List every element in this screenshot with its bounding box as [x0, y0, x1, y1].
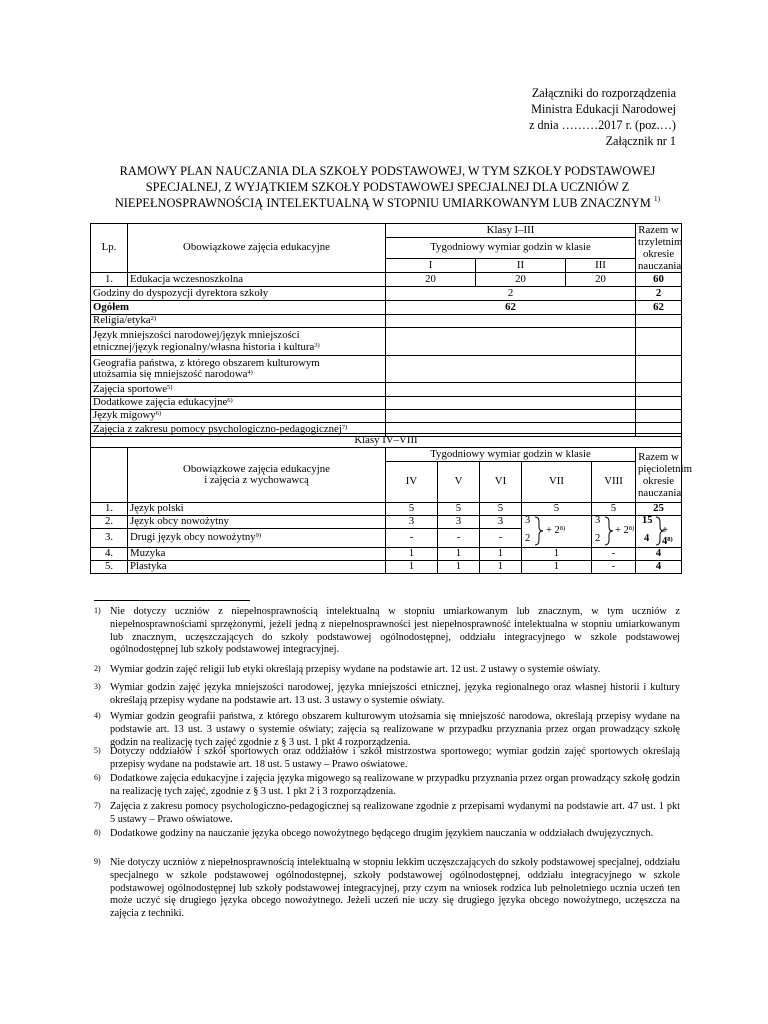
subjects-header-line: i zajęcia z wychowawcą	[204, 474, 309, 486]
title-line: SPECJALNEJ, Z WYJĄTKIEM SZKOŁY PODSTAWOWEJ SPECJALNEJ DLA UCZNIÓW Z	[145, 180, 630, 194]
subject-cell: Język polski	[128, 503, 386, 516]
hours-cell: 20	[386, 273, 476, 287]
table-row	[91, 287, 682, 301]
hours-cell: -	[480, 528, 522, 547]
lp-cell: 4.	[91, 547, 128, 560]
hours-cell: -	[592, 547, 636, 560]
footnote-text: Nie dotyczy uczniów z niepełnosprawnością intelektualną w stopniu umiarkowanym lub znacznym, w tym uczniów z niepełnosprawnościami sprzężonymi, jeżeli jedną z niepełnosprawności jest niepełnosprawność intelektualna w stopniu umiarkowanym lub znacznym, uczęszczających do szkoły podstawowej ogólnodostępnej, oddziału integracyjnego w szkole podstawowej ogólnodostępnej lub szkoły podstawowej integracyjnej.	[110, 606, 680, 656]
table-row	[91, 301, 682, 315]
lp-cell: 2.	[91, 516, 128, 529]
hours-cell: 1	[480, 547, 522, 560]
hours-cell: 5	[592, 503, 636, 516]
subject-cell: Edukacja wczesnoszkolna	[128, 273, 386, 287]
total-header: Razem w trzyletnim okresie nauczania	[636, 224, 682, 273]
brace-icon	[603, 516, 615, 546]
table-row	[91, 328, 682, 356]
total-cell: 4	[636, 547, 682, 560]
empty-cell	[386, 315, 636, 328]
subject-name: Zajęcia z zakresu pomocy psychologiczno-pedagogicznej	[93, 422, 342, 435]
total-header: Razem w pięcioletnim okresie nauczania	[636, 448, 682, 503]
footnote-ref: 4)	[247, 369, 253, 376]
footnote-text: Dotyczy oddziałów i szkół sportowych oraz oddziałów i szkół mistrzostwa sportowego; wymiar godzin zajęć sportowych określają przepisy wydane na podstawie art. 18 ust. 5 ustawy – Prawo oświatowe.	[110, 746, 680, 770]
class-col-header: VIII	[592, 462, 636, 503]
total-value: 15	[642, 515, 653, 526]
header-line: z dnia ………2017 r. (poz.…)	[529, 118, 676, 132]
hours-cell: 5	[438, 503, 480, 516]
empty-cell	[636, 356, 682, 383]
hours-cell: 1	[522, 560, 592, 573]
hours-cell: 1	[438, 547, 480, 560]
hours-value: 3	[595, 515, 601, 526]
table-row	[91, 315, 682, 328]
lp-cell: 3.	[91, 528, 128, 547]
footnote-number: 8)	[94, 828, 101, 837]
empty-cell	[636, 397, 682, 410]
subjects-header: Obowiązkowe zajęcia edukacyjne	[128, 224, 386, 273]
total-cell: 2	[636, 287, 682, 301]
hours-cell: -	[592, 560, 636, 573]
footnote	[94, 801, 680, 827]
document-title	[95, 163, 680, 211]
empty-cell	[386, 356, 636, 383]
footnote	[94, 682, 680, 708]
extra-hours	[546, 525, 565, 536]
header-line: Załącznik nr 1	[605, 134, 676, 148]
empty-cell	[636, 410, 682, 423]
empty-cell	[636, 383, 682, 397]
total-cell: 60	[636, 273, 682, 287]
footnote-text: Wymiar godzin zajęć języka mniejszości narodowej, języka mniejszości etnicznej, języka regionalnego oraz własnej historii i kultury określają przepisy wydane na podstawie art. 13 ust. 3 ustawy o systemie oświaty.	[110, 682, 680, 706]
subject-cell: Godziny do dyspozycji dyrektora szkoły	[91, 287, 386, 301]
table-row	[91, 397, 682, 410]
hours-cell: 3	[438, 516, 480, 529]
class-col-header: I	[386, 258, 476, 272]
footnote-ref: 2)	[150, 315, 156, 323]
table-row	[91, 516, 682, 529]
total-value: 4	[644, 533, 650, 544]
subjects-header-line: Obowiązkowe zajęcia edukacyjne	[183, 462, 330, 475]
footnote-number: 5)	[94, 746, 101, 755]
footnote-text: Zajęcia z zakresu pomocy psychologiczno-pedagogicznej są realizowane zgodnie z przepisami wydanymi na podstawie art. 47 ust. 1 pkt 5 ustawy – Prawo oświatowe.	[110, 801, 680, 825]
classes-4-8-table	[90, 433, 692, 574]
subject-name: Religia/etyka	[93, 314, 151, 327]
hours-value: 2	[595, 533, 601, 544]
lp-cell: 1.	[91, 503, 128, 516]
hours-cell: 3	[386, 516, 438, 529]
class-col-header: V	[438, 462, 480, 503]
lp-cell: 5.	[91, 560, 128, 573]
footnote-separator	[94, 600, 250, 601]
hours-cell-combined	[522, 516, 592, 548]
extra-hours	[615, 525, 634, 536]
footnote-ref: 8)	[559, 525, 566, 532]
footnote-number: 1)	[94, 606, 101, 615]
subject-cell	[91, 410, 386, 423]
hours-cell-combined	[592, 516, 636, 548]
subject-name: Język mniejszości narodowej/język mniejszości etnicznej/język regionalny/własna historia i kultura	[93, 329, 315, 353]
hours-value: 3	[525, 515, 531, 526]
title-line-text: NIEPEŁNOSPRAWNOŚCIĄ INTELEKTUALNĄ W STOPNIU UMIARKOWANYM LUB ZNACZNYM	[114, 196, 651, 210]
class-col-header: VI	[480, 462, 522, 503]
footnote	[94, 606, 680, 657]
hours-cell: 1	[386, 560, 438, 573]
table-row	[91, 356, 682, 383]
hours-cell: 2	[386, 287, 636, 301]
footnote-ref: 9)	[255, 531, 262, 539]
brace-icon	[533, 516, 545, 546]
footnote-number: 7)	[94, 801, 101, 810]
footnote	[94, 664, 680, 677]
footnote	[94, 773, 680, 799]
hours-cell: 20	[476, 273, 566, 287]
total-cell-combined	[636, 516, 682, 548]
footnote-number: 6)	[94, 773, 101, 782]
empty-cell	[386, 397, 636, 410]
extra-hours-value: + 4	[662, 525, 668, 547]
table-row	[91, 273, 682, 287]
footnote-number: 2)	[94, 664, 101, 673]
subject-cell: Plastyka	[128, 560, 386, 573]
hours-value: 2	[525, 533, 531, 544]
table-row	[91, 560, 682, 573]
empty-cell	[636, 315, 682, 328]
total-cell: 62	[636, 301, 682, 315]
footnote-text: Wymiar godzin zajęć religii lub etyki określają przepisy wydane na podstawie art. 12 ust. 2 ustawy o systemie oświaty.	[110, 664, 601, 675]
attachment-header	[529, 85, 676, 149]
footnote-text: Wymiar godzin geografii państwa, z którego obszarem kulturowym utożsamia się mniejszość narodowa, określają przepisy wydane na podstawie art. 13 ust. 3 ustawy o systemie oświaty; zajęcia są realizowane w przypadku przyznania przez organ prowadzący szkołę godzin na realizację tych zajęć zgodnie z § 3 ust. 1 pkt 4 rozporządzenia.	[110, 711, 680, 748]
table-row	[91, 503, 682, 516]
classes-1-3-table	[90, 223, 682, 437]
hours-cell: 20	[566, 273, 636, 287]
footnote	[94, 857, 680, 921]
footnote-number: 4)	[94, 711, 101, 720]
table-row	[91, 383, 682, 397]
table-row	[91, 410, 682, 423]
weekly-header: Tygodniowy wymiar godzin w klasie	[386, 448, 636, 462]
subject-cell: Język obcy nowożytny	[128, 516, 386, 529]
title-line: RAMOWY PLAN NAUCZANIA DLA SZKOŁY PODSTAWOWEJ, W TYM SZKOŁY PODSTAWOWEJ	[119, 164, 656, 178]
header-line: Załączniki do rozporządzenia	[531, 86, 676, 100]
footnote-ref: 5)	[167, 383, 173, 391]
hours-cell: -	[386, 528, 438, 547]
footnote-ref: 6)	[155, 410, 162, 418]
weekly-header: Tygodniowy wymiar godzin w klasie	[386, 238, 636, 258]
subject-cell	[128, 528, 386, 547]
table-row	[91, 547, 682, 560]
subject-name: Język migowy	[93, 409, 156, 422]
hours-cell: 1	[438, 560, 480, 573]
subject-cell	[91, 383, 386, 397]
footnote-number: 3)	[94, 682, 101, 691]
subject-name: Dodatkowe zajęcia edukacyjne	[93, 396, 228, 409]
footnote-ref: 8)	[628, 525, 635, 532]
hours-cell: 5	[480, 503, 522, 516]
subject-name: Geografia państwa, z którego obszarem kulturowym utożsamia się mniejszość narodowa	[93, 356, 320, 380]
class-col-header: IV	[386, 462, 438, 503]
hours-cell: 62	[386, 301, 636, 315]
subject-cell: Ogółem	[91, 301, 386, 315]
empty-cell	[386, 328, 636, 356]
footnote-ref: 6)	[227, 397, 233, 405]
class-col-header: II	[476, 258, 566, 272]
subject-name: Zajęcia sportowe	[93, 382, 168, 395]
subject-cell	[91, 397, 386, 410]
hours-cell: 3	[480, 516, 522, 529]
total-cell: 4	[636, 560, 682, 573]
hours-cell: -	[438, 528, 480, 547]
footnote	[94, 711, 680, 749]
class-col-header: III	[566, 258, 636, 272]
footnote-ref: 3)	[314, 341, 320, 349]
footnote-text: Dodatkowe zajęcia edukacyjne i zajęcia języka migowego są realizowane w przypadku przyznania przez organ prowadzący szkołę godzin na realizację tych zajęć, zgodnie z § 3 ust. 1 pkt 2 i 3 rozporządzenia.	[110, 773, 680, 797]
hours-cell: 1	[480, 560, 522, 573]
header-line: Ministra Edukacji Narodowej	[531, 102, 676, 116]
extra-hours-value: + 2	[615, 525, 629, 536]
subject-name: Drugi język obcy nowożytny	[130, 530, 256, 543]
footnote-number: 9)	[94, 857, 101, 866]
lp-header: Lp.	[91, 224, 128, 273]
footnote-text: Dodatkowe godziny na nauczanie języka obcego nowożytnego będącego drugim językiem nauczania w oddziałach dwujęzycznych.	[110, 828, 654, 839]
empty-cell	[636, 328, 682, 356]
footnote	[94, 746, 680, 772]
footnote	[94, 828, 680, 841]
classes-header: Klasy IV–VIII	[91, 434, 682, 448]
footnote-ref: 1)	[653, 194, 661, 203]
subjects-header	[128, 448, 386, 503]
classes-header: Klasy I–III	[386, 224, 636, 238]
hours-cell: 5	[522, 503, 592, 516]
footnote-ref: 7)	[341, 423, 348, 431]
empty-cell	[386, 383, 636, 397]
extra-hours	[662, 525, 681, 547]
hours-cell: 1	[522, 547, 592, 560]
extra-hours-value: + 2	[546, 525, 560, 536]
subject-cell	[91, 356, 386, 383]
subject-cell: Muzyka	[128, 547, 386, 560]
subject-cell	[91, 328, 386, 356]
class-col-header: VII	[522, 462, 592, 503]
empty-cell	[386, 410, 636, 423]
footnote-ref: 8)	[667, 536, 673, 543]
hours-cell: 5	[386, 503, 438, 516]
lp-cell: 1.	[91, 273, 128, 287]
subject-cell	[91, 315, 386, 328]
total-cell: 25	[636, 503, 682, 516]
lp-header	[91, 448, 128, 503]
hours-cell: 1	[386, 547, 438, 560]
title-line	[95, 195, 680, 211]
footnote-text: Nie dotyczy uczniów z niepełnosprawnością intelektualną w stopniu lekkim uczęszczających do szkoły podstawowej specjalnej, oddziału specjalnego w szkole podstawowej ogólnodostępnej, szkoły podstawowej ogólnodostępnej, oddziału integracyjnego w szkole podstawowej ogólnodostępnej lub szkoły podstawowej integracyjnej, przy czym na wniosek rodzica lub pełnoletniego ucznia uczeń ten może uczyć się drugiego języka obcego nowożytnego. Jeżeli uczeń nie uczy się drugiego języka obcego nowożytnego, uczęszcza na zajęcia z techniki.	[110, 857, 680, 920]
